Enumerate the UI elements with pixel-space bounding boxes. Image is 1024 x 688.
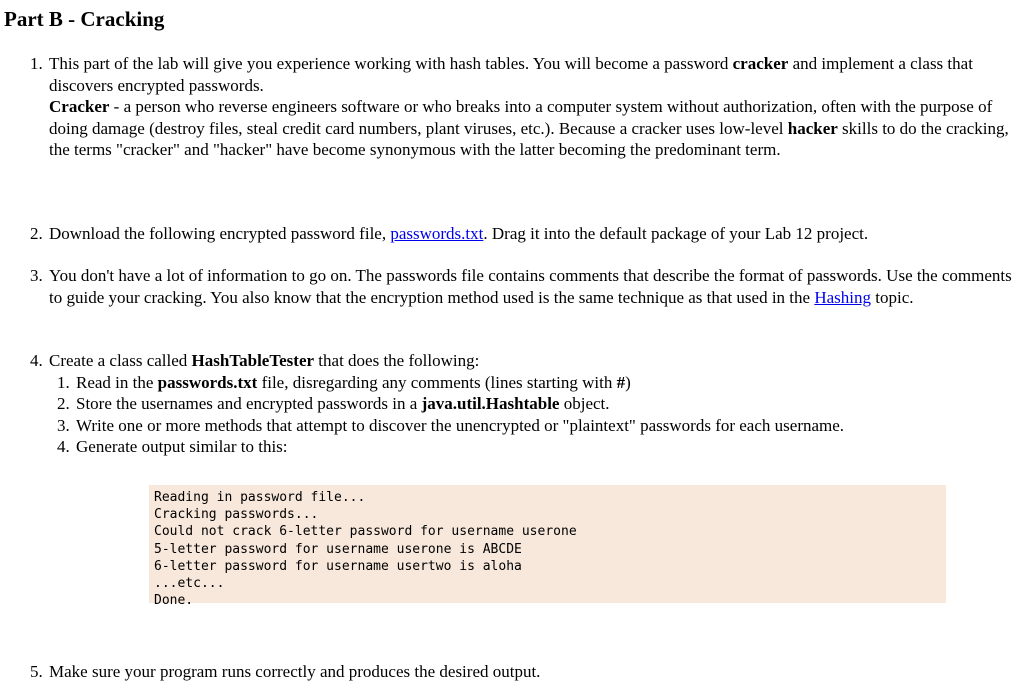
bold-term: cracker xyxy=(732,54,789,73)
list-item-3 xyxy=(30,265,1020,308)
output-line: 6-letter password for username usertwo is aloha xyxy=(154,558,522,574)
item-number: 2. xyxy=(30,224,43,243)
list-item-5 xyxy=(30,661,1020,683)
page-title: Part B - Cracking xyxy=(4,7,165,31)
item-text: You don't have a lot of information to go on. The passwords file contains comments that describe the format of passwords. Use the comments to guide your cracking. You also know that the encryption method used is the same technique as that used in the Hashing topic. xyxy=(49,266,1012,307)
output-line: Done. xyxy=(154,593,194,609)
sub-list-item: 4. Generate output similar to this: xyxy=(57,437,288,456)
cracker-definition: Cracker - a person who reverse engineers software or who breaks into a computer system without authorization, often with the purpose of doing damage (destroy files, steal credit card numbers, plant viruses, etc.). Because a cracker uses low-level hacker skills to do the cracking, the terms "cracker" and "hacker" have become synonymous with the latter becoming the predominant term. xyxy=(49,97,1009,159)
list-item-1 xyxy=(30,53,1020,161)
item-number: 3. xyxy=(30,266,43,285)
bold-term: hacker xyxy=(787,118,838,138)
output-line: Reading in password file... xyxy=(154,490,366,505)
sub-list xyxy=(49,372,1020,458)
item-text: Download the following encrypted password file, passwords.txt. Drag it into the default package of your Lab 12 project. xyxy=(49,224,869,243)
item-number: 5. xyxy=(30,662,43,681)
output-line: Cracking passwords... xyxy=(154,507,319,523)
item-number: 4. xyxy=(30,351,43,370)
passwords-file-link[interactable]: passwords.txt xyxy=(390,224,484,243)
sub-list-item: 1. Read in the passwords.txt file, disregarding any comments (lines starting with #) xyxy=(57,372,631,392)
sub-list-item: 2. Store the usernames and encrypted passwords in a java.util.Hashtable object. xyxy=(57,394,610,413)
item-text: Make sure your program runs correctly and produces the desired output. xyxy=(49,662,541,681)
class-name: HashTableTester xyxy=(191,351,315,370)
list-item-4 xyxy=(30,350,1020,458)
output-line: 5-letter password for username userone is ABCDE xyxy=(154,541,522,557)
item-text: This part of the lab will give you experience working with hash tables. You will become a password cracker and implement a class that discovers encrypted passwords. xyxy=(49,54,973,95)
item-number: 1. xyxy=(30,54,43,73)
definition-term: Cracker xyxy=(49,97,110,116)
hashing-topic-link[interactable]: Hashing xyxy=(814,287,871,307)
sub-list-item: 3. Write one or more methods that attempt to discover the unencrypted or "plaintext" passwords for each username. xyxy=(57,415,845,435)
output-line: Could not crack 6-letter password for username userone xyxy=(154,524,577,540)
output-line: ...etc... xyxy=(154,576,225,592)
sample-output-block xyxy=(149,485,946,609)
list-item-2 xyxy=(30,223,1020,245)
item-text: Create a class called HashTableTester that does the following: xyxy=(49,351,480,370)
